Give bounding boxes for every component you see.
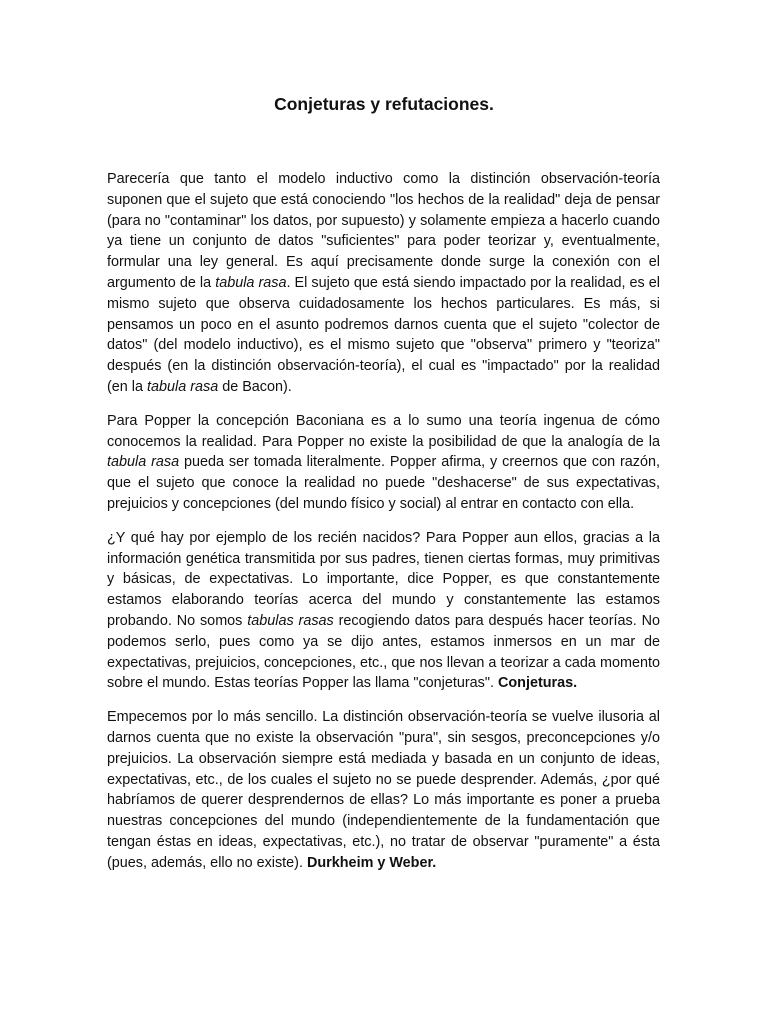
paragraph-1 bbox=[107, 169, 660, 398]
text-run: . El sujeto que está siendo impactado por la realidad, es el mismo sujeto que observa cuidadosamente los hechos particulares. Es más, si pensamos un poco en el asunto podremos darnos cuenta que el sujeto "colector de datos" (del modelo inductivo), es el mismo sujeto que "observa" primero y "teoriza" después (en la distinción observación-teoría), el cual es "impactado" por la realidad (en la bbox=[107, 274, 660, 395]
paragraph-3 bbox=[107, 528, 660, 694]
bold-run: Conjeturas. bbox=[497, 675, 578, 692]
text-run: recogiendo datos para después hacer teorías. No podemos serlo, pues como ya se dijo antes, estamos inmersos en un mar de expectativas, prejuicios, concepciones, etc., que nos llevan a teorizar a cada momento sobre el mundo. Estas teorías Popper las llama "conjeturas". bbox=[107, 612, 660, 692]
text-run: pueda ser tomada literalmente. Popper afirma, y creernos que con razón, que el sujeto que conoce la realidad no puede "deshacerse" de sus expectativas, prejuicios y concepciones (del mundo físico y social) al entrar en contacto con ella. bbox=[107, 454, 660, 512]
bold-run: Durkheim y Weber. bbox=[306, 854, 437, 871]
paragraph-2 bbox=[107, 411, 660, 515]
italic-run: tabula rasa bbox=[107, 454, 180, 471]
paragraph-4 bbox=[107, 707, 660, 873]
text-run: ¿Y qué hay por ejemplo de los recién nacidos? Para Popper aun ellos, gracias a la información genética transmitida por sus padres, tienen ciertas formas, muy primitivas y básicas, de expectativas. Lo importante, dice Popper, es que constantemente estamos elaborando teorías acerca del mundo y constantemente las estamos probando. No somos bbox=[107, 529, 660, 629]
document-title: Conjeturas y refutaciones. bbox=[274, 94, 494, 114]
text-run: Parecería que tanto el modelo inductivo como la distinción observación-teoría suponen que el sujeto que está conociendo "los hechos de la realidad" deja de pensar (para no "contaminar" los datos, por supuesto) y solamente empieza a hacerlo cuando ya tiene un conjunto de datos "suficientes" para poder teorizar y, eventualmente, formular una ley general. Es aquí precisamente donde surge la conexión con el argumento de la bbox=[107, 171, 660, 291]
text-run: Para Popper la concepción Baconiana es a lo sumo una teoría ingenua de cómo conocemos la realidad. Para Popper no existe la posibilidad de que la analogía de la bbox=[107, 412, 660, 450]
text-run: de Bacon). bbox=[218, 378, 292, 395]
italic-run: tabula rasa bbox=[215, 274, 287, 291]
italic-run: tabulas rasas bbox=[247, 612, 334, 629]
text-run: Empecemos por lo más sencillo. La distinción observación-teoría se vuelve ilusoria al darnos cuenta que no existe la observación "pura", sin sesgos, preconcepciones y/o prejuicios. La observación siempre está mediada y basada en un conjunto de ideas, expectativas, etc., de los cuales el sujeto no se puede desprender. Además, ¿por qué habríamos de querer desprendernos de ellas? Lo más importante es poner a prueba nuestras concepciones del mundo (independientemente de la fundamentación que tengan éstas en ideas, expectativas, etc.), no tratar de observar "puramente" a ésta (pues, además, ello no existe). bbox=[107, 709, 660, 871]
italic-run: tabula rasa bbox=[147, 378, 219, 395]
document-body bbox=[107, 169, 660, 887]
